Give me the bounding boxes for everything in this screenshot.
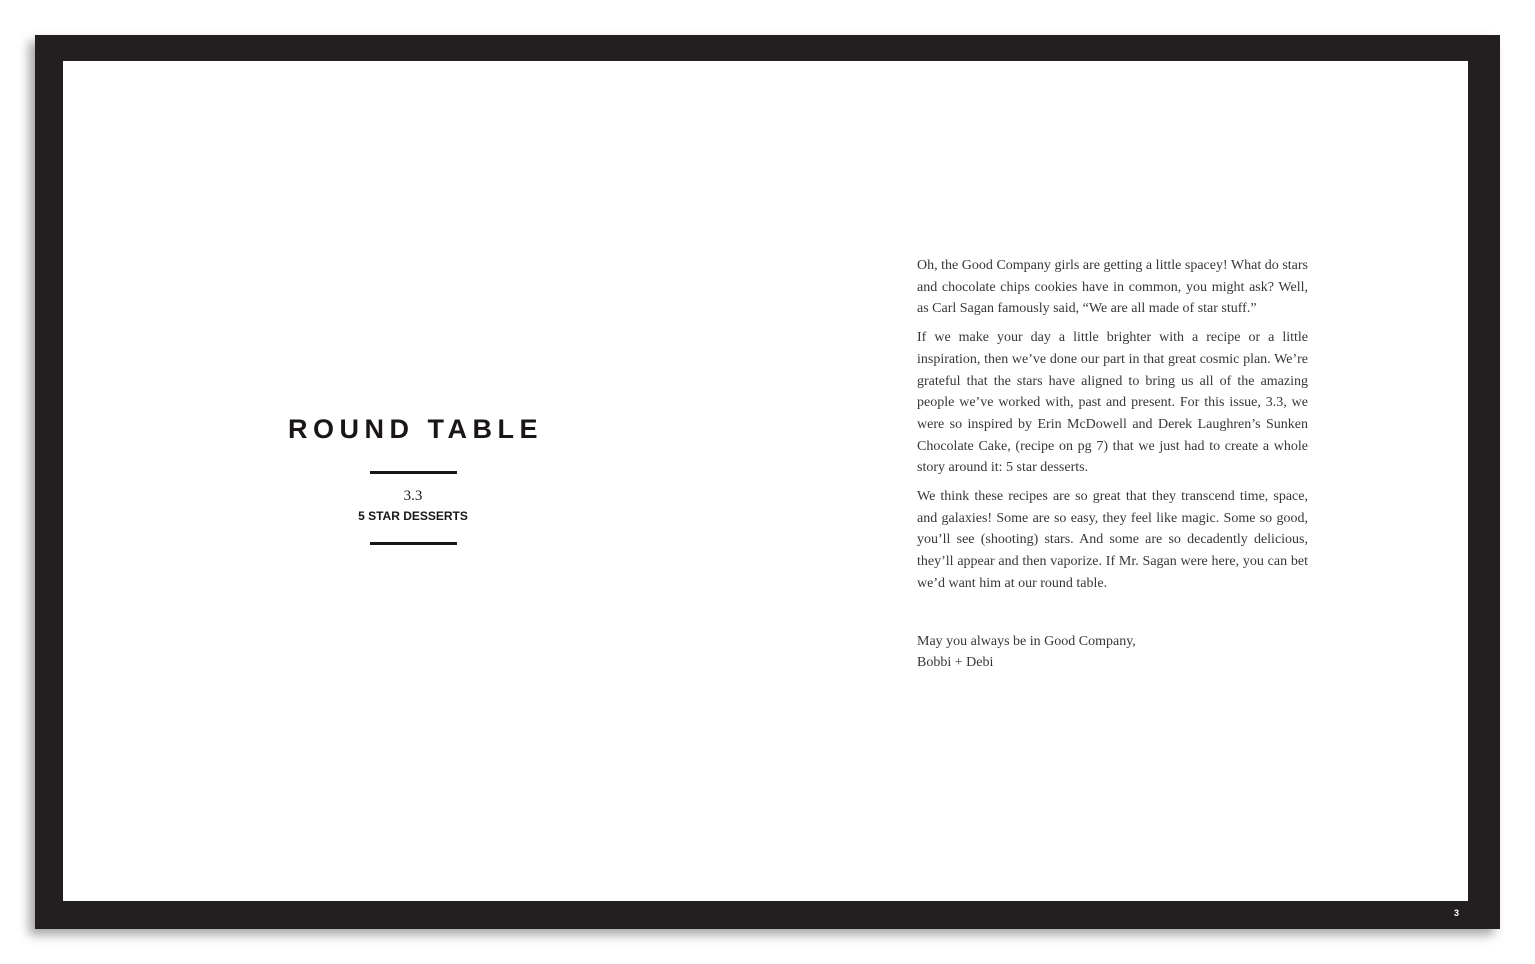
page-title: ROUND TABLE (288, 414, 543, 444)
editors-letter (917, 255, 1308, 674)
page-number: 3 (1453, 908, 1459, 918)
letter-paragraph: Oh, the Good Company girls are getting a little spacey! What do stars and chocolate chips cookies have in common, you might ask? Well, as Carl Sagan famously said, “We are all made of star stuff.” (917, 258, 1308, 317)
letter-paragraph: We think these recipes are so great that they transcend time, space, and galaxies! Some are so easy, they feel like magic. Some so good, you’ll see (shooting) stars. And some are so decadently delicious, they’ll appear and then vaporize. If Mr. Sagan were here, you can bet we’d want him at our round table. (917, 489, 1308, 591)
letter-closing: May you always be in Good Company, (917, 633, 1136, 649)
magazine-spread (63, 61, 1468, 901)
magazine-spread-frame (35, 35, 1500, 929)
letter-paragraph: If we make your day a little brighter with a recipe or a little inspiration, then we’ve done our part in that great cosmic plan. We’re grateful that the stars have aligned to bring us all of the amazing people we’ve worked with, past and present. For this issue, 3.3, we were so inspired by Erin McDowell and Derek Laughren’s Sunken Chocolate Cake, (recipe on pg 7) that we just had to create a whole story around it: 5 star desserts. (917, 330, 1308, 476)
issue-number: 3.3 (403, 488, 423, 504)
letter-signoff (917, 631, 1308, 674)
title-divider-bottom (370, 542, 457, 545)
title-block (263, 413, 563, 545)
letter-signature: Bobbi + Debi (917, 655, 994, 671)
title-divider-top (370, 471, 457, 474)
issue-theme: 5 STAR DESSERTS (358, 509, 468, 523)
